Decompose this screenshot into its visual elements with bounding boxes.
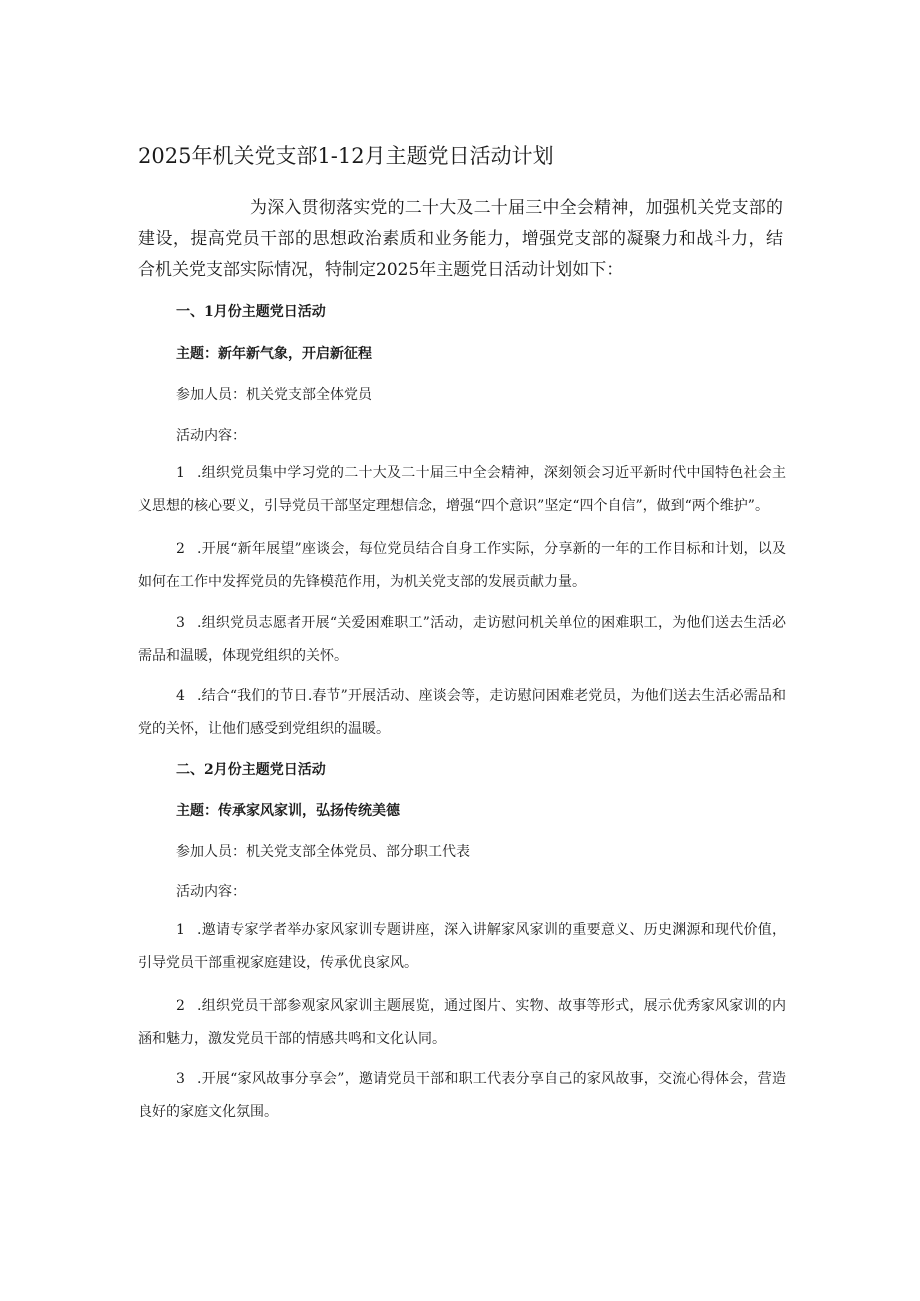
item-text: .邀请专家学者举办家风家训专题讲座，深入讲解家风家训的重要意义、历史渊源和现代价值，引导党员干部重视家庭建设，传承优良家风。: [138, 922, 786, 971]
document-title: 2025年机关党支部1-12月主题党日活动计划: [138, 144, 554, 168]
list-item: [138, 1063, 786, 1129]
item-number: 1: [176, 465, 185, 481]
item-number: 2: [176, 998, 185, 1014]
list-item: [138, 457, 786, 523]
list-item: [138, 607, 786, 673]
section-participants: 参加人员：机关党支部全体党员: [176, 387, 372, 403]
item-text: .组织党员集中学习党的二十大及二十届三中全会精神，深刻领会习近平新时代中国特色社会主义思想的核心要义，引导党员干部坚定理想信念，增强“四个意识”坚定“四个自信”，做到“两个维护”。: [138, 465, 786, 514]
item-number: 1: [176, 922, 185, 938]
item-number: 4: [176, 688, 185, 704]
item-number: 3: [176, 615, 185, 631]
list-item: [138, 680, 786, 746]
section-participants: 参加人员：机关党支部全体党员、部分职工代表: [176, 844, 470, 860]
item-text: .组织党员志愿者开展“关爱困难职工”活动，走访慰问机关单位的困难职工，为他们送去生活必需品和温暖，体现党组织的关怀。: [138, 615, 786, 664]
list-item: [138, 914, 786, 980]
item-text: .开展“新年展望”座谈会，每位党员结合自身工作实际，分享新的一年的工作目标和计划，以及如何在工作中发挥党员的先锋模范作用，为机关党支部的发展贡献力量。: [138, 541, 786, 590]
content-label: 活动内容：: [176, 884, 246, 900]
item-text: .开展“家风故事分享会”，邀请党员干部和职工代表分享自己的家风故事，交流心得体会，营造良好的家庭文化氛围。: [138, 1071, 786, 1120]
section-heading: 二、2月份主题党日活动: [176, 762, 326, 778]
item-text: .结合“我们的节日.春节”开展活动、座谈会等，走访慰问困难老党员，为他们送去生活必需品和党的关怀，让他们感受到党组织的温暖。: [138, 688, 786, 737]
item-number: 3: [176, 1071, 185, 1087]
section-heading: 一、1月份主题党日活动: [176, 304, 326, 320]
section-theme: 主题：传承家风家训，弘扬传统美德: [176, 803, 400, 819]
content-label: 活动内容：: [176, 428, 246, 444]
item-text: .组织党员干部参观家风家训主题展览，通过图片、实物、故事等形式，展示优秀家风家训的内涵和魅力，激发党员干部的情感共鸣和文化认同。: [138, 998, 786, 1047]
item-number: 2: [176, 541, 185, 557]
intro-paragraph: 为深入贯彻落实党的二十大及二十届三中全会精神，加强机关党支部的建设，提高党员干部的思想政治素质和业务能力，增强党支部的凝聚力和战斗力，结合机关党支部实际情况，特制定2025年主题党日活动计划如下：: [138, 198, 783, 280]
list-item: [138, 990, 786, 1056]
section-theme: 主题：新年新气象，开启新征程: [176, 346, 372, 362]
list-item: [138, 533, 786, 599]
